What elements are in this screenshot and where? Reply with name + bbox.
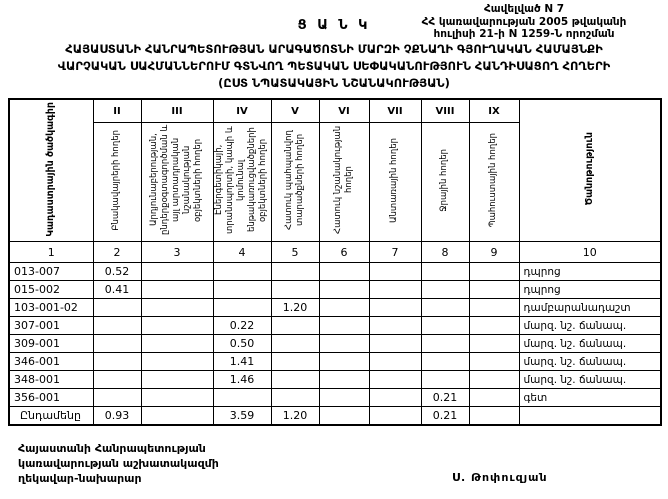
- area-value-cell: [469, 353, 519, 371]
- header-cadastral-code: [9, 99, 93, 242]
- area-value-cell: [271, 371, 319, 389]
- table-row: [9, 371, 661, 389]
- header-settlement-lands: [93, 123, 141, 242]
- area-value-cell: [271, 281, 319, 299]
- cadastral-code-cell: 015-002: [9, 281, 93, 299]
- area-value-cell: 1.41: [213, 353, 271, 371]
- cadastral-code-cell: 013-007: [9, 263, 93, 281]
- subtitle-line-1: ՀԱՅԱՍՏԱՆԻ ՀԱՆՐԱՊԵՏՈՒԹՅԱՆ ԱՐԱԳԱԾՈՏՆԻ ՄԱՐԶԻ ՉՔՆԱՂԻ ԳՅՈՒՂԱԿԱՆ ՀԱՄԱՅՆՔԻ: [65, 42, 603, 56]
- area-value-cell: 1.20: [271, 407, 319, 426]
- note-cell: գետ: [519, 389, 661, 407]
- area-value-cell: [141, 389, 213, 407]
- note-cell: մարզ. նշ. ճանապ.: [519, 317, 661, 335]
- column-number-row: [9, 242, 661, 263]
- header-special-purpose-lands-label: Հատուկ նշանակության հողեր: [332, 125, 354, 235]
- annex-note-line: ՀՀ կառավարության 2005 թվականի: [421, 15, 627, 28]
- area-value-cell: [271, 317, 319, 335]
- column-number: 2: [93, 242, 141, 263]
- area-value-cell: [141, 335, 213, 353]
- area-value-cell: [319, 353, 369, 371]
- header-industrial-lands: [141, 123, 213, 242]
- area-value-cell: [421, 263, 469, 281]
- column-numeral: VII: [369, 99, 421, 123]
- subtitle-line-2: ՎԱՐՉԱԿԱՆ ՍԱՀՄԱՆՆԵՐՈՒՄ ԳՏՆՎՈՂ ՊԵՏԱԿԱՆ ՍԵՓԱԿԱՆՈՒԹՅՈՒՆ ՀԱՆԴԻՍԱՑՈՂ ՀՈՂԵՐԻ: [57, 59, 611, 73]
- area-value-cell: [369, 317, 421, 335]
- area-value-cell: [213, 389, 271, 407]
- column-number: 7: [369, 242, 421, 263]
- header-water-lands: [421, 123, 469, 242]
- header-notes: [519, 99, 661, 242]
- header-forest-lands-label: Անտառային հողեր: [389, 137, 400, 223]
- area-value-cell: [319, 281, 369, 299]
- area-value-cell: [421, 335, 469, 353]
- area-value-cell: [141, 299, 213, 317]
- header-protected-areas-lands-label: Հատուկ պահպանվող տարածքների հողեր: [283, 130, 305, 230]
- area-value-cell: 0.21: [421, 407, 469, 426]
- header-industrial-lands-label: Արդյունաբերության, ընդերքօգտագործման և այլ արտադրական նշանակության օբյեկտների հողեր: [149, 124, 204, 236]
- table-row: [9, 389, 661, 407]
- note-cell: դպրոց: [519, 281, 661, 299]
- column-numeral: II: [93, 99, 141, 123]
- cadastral-code-cell: 103-001-02: [9, 299, 93, 317]
- page-title: Ց Ա Ն Կ: [297, 18, 371, 33]
- table-row: [9, 281, 661, 299]
- cadastral-code-cell: 307-001: [9, 317, 93, 335]
- note-cell: մարզ. նշ. ճանապ.: [519, 371, 661, 389]
- area-value-cell: [141, 281, 213, 299]
- table-row: [9, 299, 661, 317]
- column-number: 6: [319, 242, 369, 263]
- roman-numeral-row: [9, 99, 661, 123]
- area-value-cell: 0.93: [93, 407, 141, 426]
- area-value-cell: 0.21: [421, 389, 469, 407]
- area-value-cell: [421, 281, 469, 299]
- column-numeral: V: [271, 99, 319, 123]
- area-value-cell: [271, 263, 319, 281]
- area-value-cell: [469, 371, 519, 389]
- signatory-name: Ս. Թոփուզյան: [452, 471, 548, 484]
- totals-row: [9, 407, 661, 426]
- area-value-cell: [421, 353, 469, 371]
- area-value-cell: [369, 263, 421, 281]
- area-value-cell: [141, 317, 213, 335]
- area-value-cell: [319, 317, 369, 335]
- column-number: 10: [519, 242, 661, 263]
- table-body: [9, 263, 661, 426]
- signature-line: Հայաստանի Հանրապետության: [18, 442, 206, 455]
- area-value-cell: [141, 263, 213, 281]
- area-value-cell: [369, 335, 421, 353]
- area-value-cell: [141, 371, 213, 389]
- cadastral-code-cell: 309-001: [9, 335, 93, 353]
- column-numeral: III: [141, 99, 213, 123]
- note-cell: մարզ. նշ. ճանապ.: [519, 353, 661, 371]
- annex-note-line: հուլիսի 21-ի N 1259-Ն որոշման: [433, 28, 615, 40]
- note-cell: դամբարանադաշտ: [519, 299, 661, 317]
- cadastral-code-cell: 356-001: [9, 389, 93, 407]
- area-value-cell: [369, 371, 421, 389]
- column-numeral: VIII: [421, 99, 469, 123]
- cadastral-code-cell: Ընդամենը: [9, 407, 93, 426]
- signature-line: կառավարության աշխատակազմի: [18, 457, 219, 470]
- area-value-cell: [369, 407, 421, 426]
- area-value-cell: [369, 281, 421, 299]
- area-value-cell: [319, 371, 369, 389]
- area-value-cell: [319, 299, 369, 317]
- column-numeral: IV: [213, 99, 271, 123]
- area-value-cell: [213, 299, 271, 317]
- area-value-cell: 3.59: [213, 407, 271, 426]
- area-value-cell: [93, 389, 141, 407]
- note-cell: մարզ. նշ. ճանապ.: [519, 335, 661, 353]
- header-reserve-lands-label: Պահուստային հողեր: [488, 132, 499, 228]
- area-value-cell: [369, 353, 421, 371]
- area-value-cell: [141, 353, 213, 371]
- area-value-cell: [213, 263, 271, 281]
- area-value-cell: [369, 389, 421, 407]
- table-row: [9, 317, 661, 335]
- area-value-cell: [319, 389, 369, 407]
- header-forest-lands: [369, 123, 421, 242]
- area-value-cell: [319, 335, 369, 353]
- table-row: [9, 335, 661, 353]
- area-value-cell: 0.52: [93, 263, 141, 281]
- area-value-cell: [271, 389, 319, 407]
- column-number: 9: [469, 242, 519, 263]
- column-number: 3: [141, 242, 213, 263]
- area-value-cell: [319, 263, 369, 281]
- area-value-cell: 1.20: [271, 299, 319, 317]
- column-number: 1: [9, 242, 93, 263]
- land-parcels-table: [8, 98, 662, 426]
- header-special-purpose-lands: [319, 123, 369, 242]
- column-number: 8: [421, 242, 469, 263]
- area-value-cell: [93, 371, 141, 389]
- area-value-cell: [469, 335, 519, 353]
- header-cadastral-code-label: Կադաստրային ծածկագիր: [45, 101, 57, 237]
- area-value-cell: [469, 407, 519, 426]
- area-value-cell: [271, 353, 319, 371]
- header-energy-transport-lands: [213, 123, 271, 242]
- area-value-cell: [421, 299, 469, 317]
- header-energy-transport-lands-label: Էներգետիկայի, տրանսպորտի, կապի և կոմունալ ենթակառուցվածքների օբյեկտների հողեր: [214, 126, 269, 234]
- area-value-cell: [469, 281, 519, 299]
- area-value-cell: 0.50: [213, 335, 271, 353]
- table-row: [9, 353, 661, 371]
- area-value-cell: [469, 389, 519, 407]
- area-value-cell: [213, 281, 271, 299]
- area-value-cell: [421, 371, 469, 389]
- area-value-cell: [469, 299, 519, 317]
- cadastral-code-cell: 346-001: [9, 353, 93, 371]
- area-value-cell: [319, 407, 369, 426]
- column-number: 5: [271, 242, 319, 263]
- header-water-lands-label: Ջրային հողեր: [439, 148, 450, 212]
- area-value-cell: 0.22: [213, 317, 271, 335]
- document-subtitle: [0, 41, 668, 92]
- area-value-cell: 0.41: [93, 281, 141, 299]
- signature-block: [18, 441, 219, 486]
- column-numeral: IX: [469, 99, 519, 123]
- area-value-cell: [369, 299, 421, 317]
- note-cell: դպրոց: [519, 263, 661, 281]
- note-cell: [519, 407, 661, 426]
- area-value-cell: [93, 317, 141, 335]
- column-number: 4: [213, 242, 271, 263]
- area-value-cell: [469, 317, 519, 335]
- signature-line: ղեկավար-նախարար: [18, 472, 142, 485]
- area-value-cell: [271, 335, 319, 353]
- header-reserve-lands: [469, 123, 519, 242]
- subtitle-line-3: (ԸՍՏ ՆՊԱՏԱԿԱՅԻՆ ՆՇԱՆԱԿՈՒԹՅԱՆ): [218, 76, 450, 90]
- area-value-cell: [469, 263, 519, 281]
- header-settlement-lands-label: Բնակավայրերի հողեր: [111, 129, 122, 231]
- annex-note-line: Հավելված N 7: [483, 3, 565, 15]
- area-value-cell: 1.46: [213, 371, 271, 389]
- area-value-cell: [93, 299, 141, 317]
- cadastral-code-cell: 348-001: [9, 371, 93, 389]
- area-value-cell: [93, 335, 141, 353]
- area-value-cell: [141, 407, 213, 426]
- header-protected-areas-lands: [271, 123, 319, 242]
- area-value-cell: [93, 353, 141, 371]
- table-row: [9, 263, 661, 281]
- column-numeral: VI: [319, 99, 369, 123]
- header-notes-label: Ծանոթություն: [583, 132, 595, 206]
- area-value-cell: [421, 317, 469, 335]
